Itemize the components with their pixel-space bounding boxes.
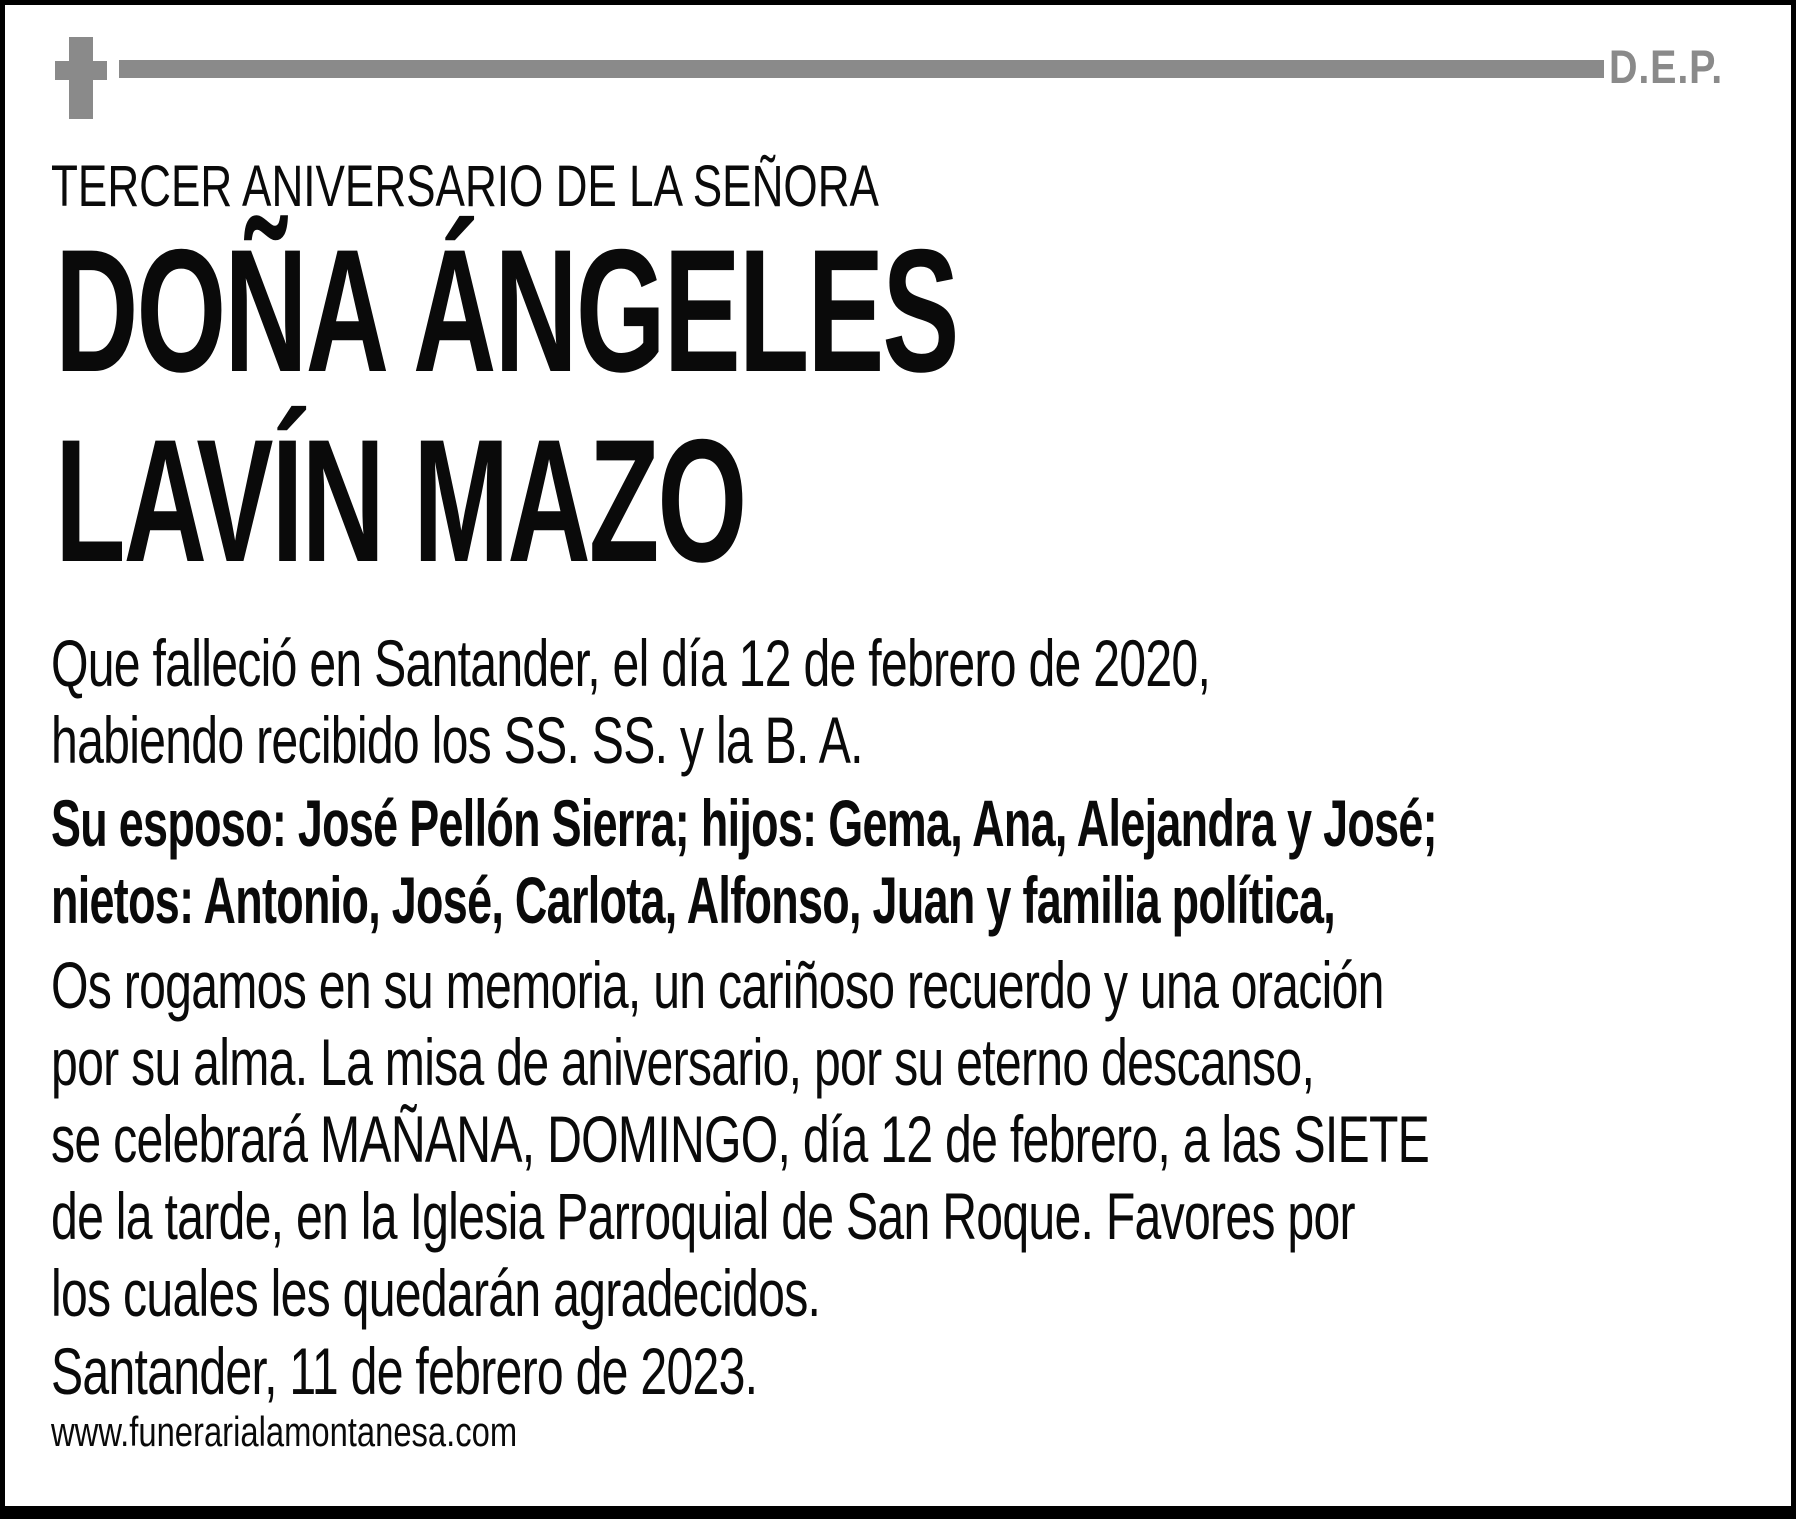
family-paragraph: [51, 785, 1796, 939]
dep-label: D.E.P.: [1609, 40, 1724, 93]
memorial-line: de la tarde, en la Iglesia Parroquial de San Roque. Favores por: [51, 1179, 1355, 1253]
memorial-line: se celebrará MAÑANA, DOMINGO, día 12 de febrero, a las SIETE: [51, 1102, 1430, 1176]
death-notice-paragraph: [51, 625, 1639, 779]
death-notice-line: Que falleció en Santander, el día 12 de febrero de 2020,: [51, 626, 1211, 700]
memorial-paragraph: [51, 947, 1796, 1332]
memorial-line: por su alma. La misa de aniversario, por su eterno descanso,: [51, 1025, 1315, 1099]
cross-icon: [55, 37, 107, 119]
pre-title: [51, 155, 1140, 219]
memorial-line: los cuales les quedarán agradecidos.: [51, 1256, 821, 1330]
family-line: Su esposo: José Pellón Sierra; hijos: Gema, Ana, Alejandra y José;: [51, 786, 1437, 860]
website-url: [51, 1409, 649, 1455]
website-url-text: www.funerarialamontanesa.com: [51, 1408, 518, 1455]
death-notice-line: habiendo recibido los SS. SS. y la B. A.: [51, 703, 863, 777]
pre-title-text: TERCER ANIVERSARIO DE LA SEÑORA: [51, 154, 879, 219]
title-line-1: DOÑA ÁNGELES: [55, 214, 958, 409]
family-line: nietos: Antonio, José, Carlota, Alfonso, Juan y familia política,: [51, 863, 1336, 937]
memorial-line: Os rogamos en su memoria, un cariñoso recuerdo y una oración: [51, 948, 1384, 1022]
divider-bar: [119, 60, 1604, 78]
dateline: [51, 1333, 1019, 1410]
title-line-2: LAVÍN MAZO: [55, 404, 746, 599]
page-title: [55, 214, 1422, 599]
dateline-text: Santander, 11 de febrero de 2023.: [51, 1334, 758, 1408]
